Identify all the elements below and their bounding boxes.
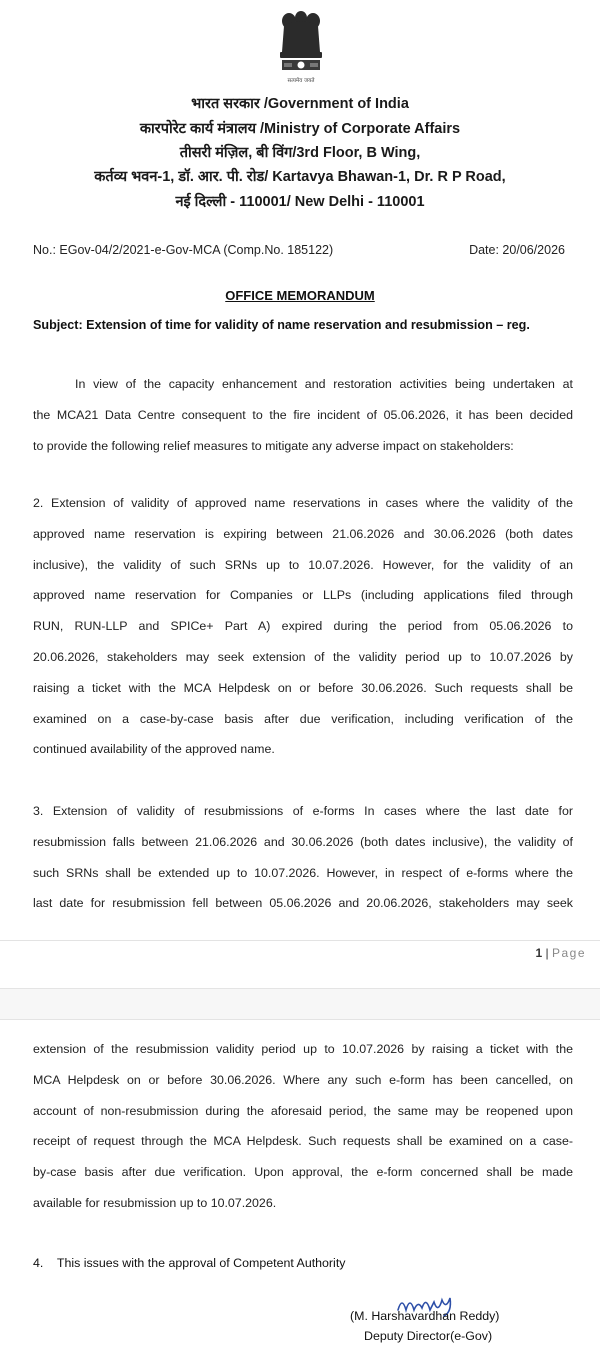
page-divider bbox=[0, 940, 600, 941]
paragraph-line: approved name reservation for Companies or LLPs (including applications filed through bbox=[33, 588, 573, 603]
signatory-designation: Deputy Director(e-Gov) bbox=[364, 1329, 493, 1343]
paragraph-line: extension of the resubmission validity period up to 10.07.2026 by raising a ticket with the bbox=[33, 1042, 573, 1056]
paragraph-line: the MCA21 Data Centre consequent to the fire incident of 05.06.2026, it has been decided bbox=[33, 407, 573, 422]
emblem-motto: सत्यमेव जयते bbox=[287, 78, 315, 84]
paragraph-line: MCA Helpdesk on or before 30.06.2026. Where any such e-form has been cancelled, on bbox=[33, 1072, 573, 1087]
paragraph-3-continued bbox=[33, 1034, 573, 1219]
paragraph-line: inclusive), the validity of such SRNs up to 10.07.2026. However, for the validity of an bbox=[33, 557, 573, 572]
paragraph-line: In view of the capacity enhancement and restoration activities being undertaken at bbox=[75, 377, 573, 391]
paragraph-3 bbox=[33, 796, 573, 919]
paragraph-line: last date for resubmission fell between 05.06.2026 and 20.06.2026, stakeholders may seek bbox=[33, 896, 573, 911]
paragraph-line: available for resubmission up to 10.07.2026. bbox=[33, 1195, 277, 1210]
paragraph-line: examined on a case-by-case basis after due verification, including verification of the bbox=[33, 711, 573, 726]
signatory-name: (M. Harshavardhan Reddy) bbox=[350, 1309, 500, 1323]
header-line-floor: तीसरी मंज़िल, बी विंग/3rd Floor, B Wing, bbox=[179, 145, 421, 161]
memo-subject: Subject: Extension of time for validity of name reservation and resubmission – reg. bbox=[33, 318, 530, 332]
paragraph-line: 3. Extension of validity of resubmissions of e-forms In cases where the last date for bbox=[33, 804, 573, 818]
paragraph-1 bbox=[33, 369, 573, 461]
paragraph-line: RUN, RUN-LLP and SPICe+ Part A) expired during the period from 05.06.2026 to bbox=[33, 619, 573, 634]
page-number-separator: | bbox=[545, 946, 549, 960]
paragraph-line: receipt of request through the MCA Helpdesk. Such requests shall be examined on a case- bbox=[33, 1134, 573, 1149]
memo-date: Date: 20/06/2026 bbox=[469, 243, 565, 257]
header-line-government: भारत सरकार /Government of India bbox=[191, 96, 409, 112]
header-line-city: नई दिल्ली - 110001/ New Delhi - 110001 bbox=[175, 194, 425, 210]
paragraph-line: 20.06.2026, stakeholders may seek extension of the validity period up to 10.07.2026 by bbox=[33, 649, 573, 664]
national-emblem-icon bbox=[262, 6, 340, 86]
paragraph-2 bbox=[33, 488, 573, 765]
page-number-label: Page bbox=[551, 946, 586, 960]
reference-number: No.: EGov-04/2/2021-e-Gov-MCA (Comp.No. 185122) bbox=[33, 243, 334, 257]
paragraph-line: such SRNs shall be extended up to 10.07.2026. However, in respect of e-forms where the bbox=[33, 865, 573, 880]
memo-title: OFFICE MEMORANDUM bbox=[225, 288, 375, 303]
paragraph-line: resubmission falls between 21.06.2026 and 30.06.2026 (both dates inclusive), the validity of bbox=[33, 834, 573, 849]
paragraph-line: approved name reservation is expiring between 21.06.2026 and 30.06.2026 (both dates bbox=[33, 526, 573, 541]
page-number bbox=[535, 946, 586, 960]
paragraph-line: continued availability of the approved name. bbox=[33, 742, 275, 757]
signature-block bbox=[350, 1306, 590, 1346]
paragraph-line: account of non-resubmission during the aforesaid period, the same may be reopened upon bbox=[33, 1103, 573, 1118]
paragraph-line: to provide the following relief measures to mitigate any adverse impact on stakeholders: bbox=[33, 438, 514, 453]
page-number-value: 1 bbox=[535, 946, 543, 960]
page-gap bbox=[0, 988, 600, 1020]
paragraph-line: by-case basis after due verification. Upon approval, the e-form concerned shall be made bbox=[33, 1165, 573, 1180]
paragraph-line: raising a ticket with the MCA Helpdesk on or before 30.06.2026. Such requests shall be bbox=[33, 680, 573, 695]
paragraph-line: 2. Extension of validity of approved name reservations in cases where the validity of the bbox=[33, 496, 573, 510]
paragraph-4: 4. This issues with the approval of Competent Authority bbox=[33, 1256, 346, 1270]
header-line-ministry: कारपोरेट कार्य मंत्रालय /Ministry of Corporate Affairs bbox=[139, 121, 461, 137]
header-line-address: कर्तव्य भवन-1, डॉ. आर. पी. रोड/ Kartavya Bhawan-1, Dr. R P Road, bbox=[94, 169, 506, 185]
